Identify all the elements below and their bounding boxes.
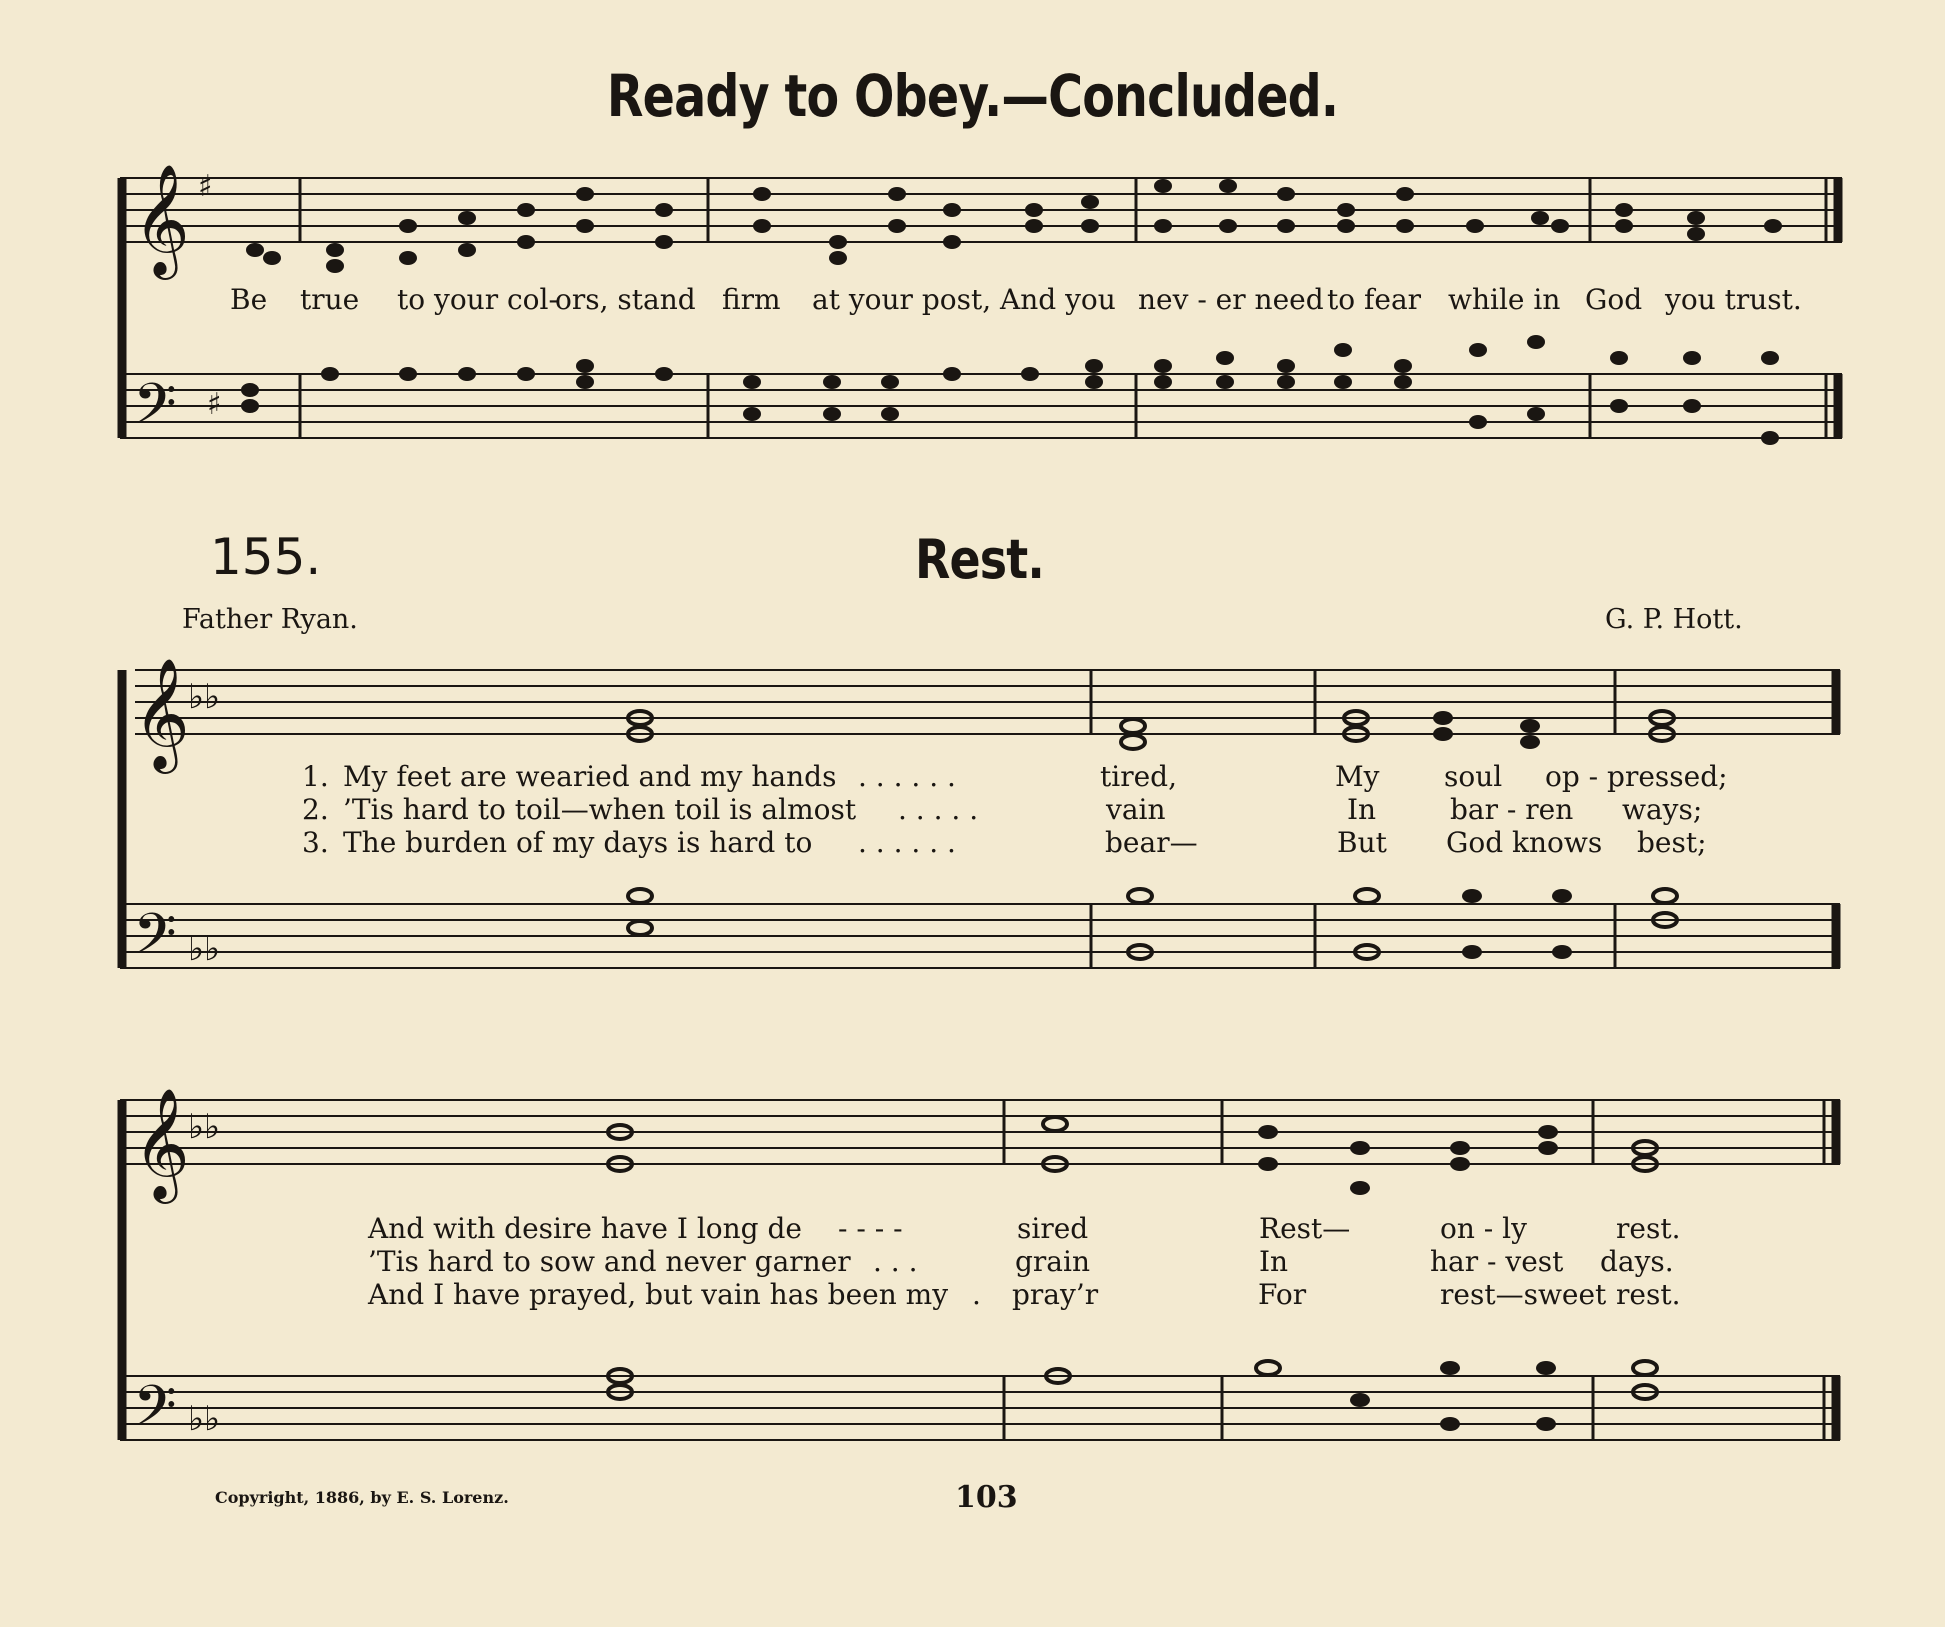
- verse-text: The burden of my days is hard to: [343, 826, 813, 859]
- copyright-notice: Copyright, 1886, by E. S. Lorenz.: [215, 1488, 509, 1507]
- flat-icon: ♭♭: [188, 1399, 221, 1439]
- verse-word: op - pressed;: [1545, 760, 1728, 793]
- lyric-word: at your post,: [812, 283, 992, 316]
- lyric-word: nev - er need: [1138, 283, 1324, 316]
- verse-dots: . . . . .: [898, 793, 979, 826]
- sharp-icon: ♯: [207, 387, 222, 422]
- verse-word: tired,: [1100, 760, 1177, 793]
- page-title: Ready to Obey.—Concluded.: [606, 62, 1339, 130]
- staff-bass-2: [120, 904, 1840, 968]
- verse-word: But: [1337, 826, 1387, 859]
- verse-word: best;: [1637, 826, 1707, 859]
- staff-treble-1: [120, 178, 1842, 242]
- page-number: 103: [955, 1480, 1018, 1515]
- verse-word: soul: [1444, 760, 1503, 793]
- music-credit: G. P. Hott.: [1605, 604, 1743, 635]
- bass-clef-icon: 𝄢: [133, 902, 177, 981]
- treble-clef-icon: 𝄞: [133, 1087, 190, 1199]
- lyric-word: And you: [1000, 283, 1116, 316]
- staff-treble-2: [135, 670, 1840, 734]
- verse-number: 2.: [302, 793, 329, 826]
- lyric-word: to fear: [1327, 283, 1422, 316]
- lyric-word: ors, stand: [555, 283, 696, 316]
- verse-word: bar - ren: [1450, 793, 1574, 826]
- staff-treble-3: [120, 1100, 1840, 1164]
- flat-icon: ♭♭: [188, 1107, 221, 1147]
- bass-clef-icon: 𝄢: [133, 1374, 177, 1453]
- hymn-title: Rest.: [915, 528, 1044, 591]
- flat-icon: ♭♭: [188, 677, 221, 717]
- verse-number: 3.: [302, 826, 329, 859]
- verse-word: sired: [1017, 1212, 1089, 1245]
- verse-text: And with desire have I long de: [368, 1212, 802, 1245]
- verse-word: rest—sweet: [1440, 1278, 1607, 1311]
- words-credit: Father Ryan.: [182, 604, 358, 635]
- hymn-number: 155.: [210, 528, 322, 586]
- verse-word: In: [1347, 793, 1377, 826]
- verse-dots: - - - -: [838, 1212, 903, 1245]
- lyric-word: true: [300, 283, 360, 316]
- verse-word: vain: [1106, 793, 1166, 826]
- verse-text: My feet are wearied and my hands: [343, 760, 837, 793]
- barlines-2: [1091, 670, 1836, 968]
- verse-word: My: [1335, 760, 1380, 793]
- flat-icon: ♭♭: [188, 929, 221, 969]
- treble-clef-icon: 𝄞: [133, 657, 190, 769]
- lyric-word: Be: [230, 283, 268, 316]
- lyric-word: to your col-: [397, 283, 558, 316]
- verse-word: on - ly: [1440, 1212, 1527, 1245]
- verse-word: pray’r: [1012, 1278, 1099, 1311]
- verse-word: rest.: [1616, 1278, 1681, 1311]
- verse-word: Rest—: [1259, 1212, 1351, 1245]
- staff-bass-1: [120, 374, 1842, 438]
- verse-dots: . . . . . .: [858, 760, 956, 793]
- verse-text: And I have prayed, but vain has been my: [368, 1278, 949, 1311]
- barlines-3: [1004, 1100, 1836, 1440]
- verse-text: ’Tis hard to sow and never garner: [368, 1245, 851, 1278]
- staff-bass-3: [120, 1376, 1840, 1440]
- treble-clef-icon: 𝄞: [133, 163, 190, 275]
- verse-word: ways;: [1622, 793, 1703, 826]
- verse-word: har - vest: [1430, 1245, 1564, 1278]
- verse-dots: . . .: [873, 1245, 918, 1278]
- lyric-word: God: [1585, 283, 1643, 316]
- verse-text: ’Tis hard to toil—when toil is almost: [343, 793, 857, 826]
- bass-clef-icon: 𝄢: [133, 372, 177, 451]
- verse-dots: .: [972, 1278, 981, 1311]
- verse-word: In: [1259, 1245, 1289, 1278]
- verse-word: grain: [1015, 1245, 1090, 1278]
- verse-word: For: [1258, 1278, 1307, 1311]
- lyric-word: while in: [1448, 283, 1561, 316]
- notes-2: [628, 711, 1677, 959]
- verse-number: 1.: [302, 760, 329, 793]
- verse-word: rest.: [1616, 1212, 1681, 1245]
- verse-dots: . . . . . .: [858, 826, 956, 859]
- verse-word: days.: [1600, 1245, 1674, 1278]
- lyric-word: you trust.: [1665, 283, 1802, 316]
- lyric-word: firm: [722, 283, 781, 316]
- sharp-icon: ♯: [198, 169, 213, 204]
- barlines-1: [300, 178, 1838, 438]
- verse-word: bear—: [1105, 826, 1198, 859]
- verse-word: God knows: [1446, 826, 1603, 859]
